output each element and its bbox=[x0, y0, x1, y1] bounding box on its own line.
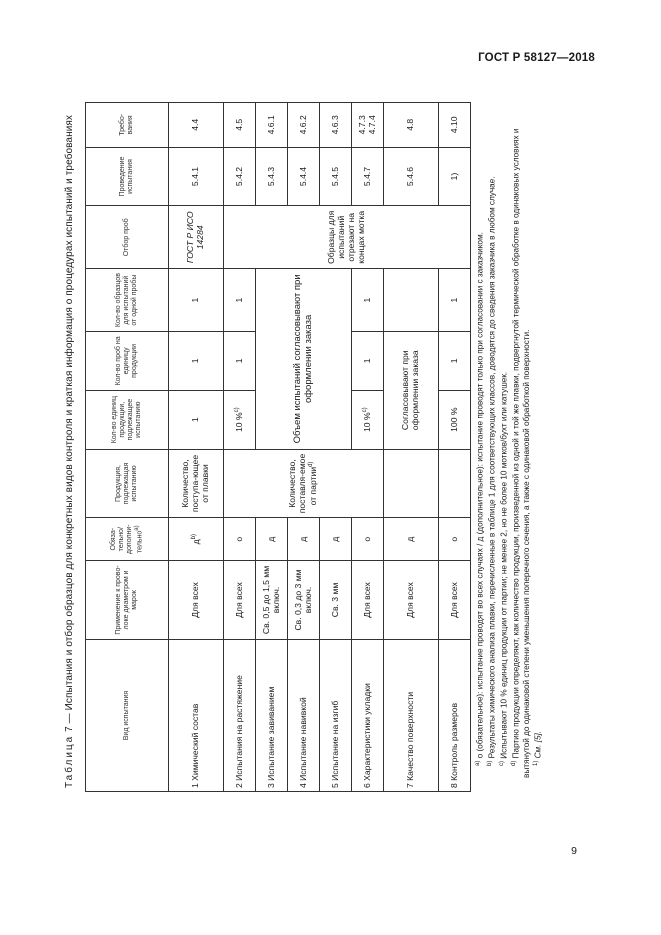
cell: 7 Качество поверхности bbox=[384, 640, 439, 792]
page-number: 9 bbox=[571, 845, 577, 857]
cell: Для всех bbox=[352, 560, 384, 639]
note: $^{1)}$ См. [5]. bbox=[533, 730, 543, 766]
cell: 4.7.3 4.7.4 bbox=[352, 103, 384, 148]
cell: 2 Испытания на растяжение bbox=[224, 640, 256, 792]
cell: 1 bbox=[224, 269, 256, 332]
caption-label: Таблица bbox=[64, 734, 75, 788]
cell: 5.4.6 bbox=[384, 147, 439, 206]
cell: Образцы для испытаний отрезают на концах мотка bbox=[224, 206, 471, 269]
caption-text: 7 — Испытания и отбор образцов для конкретных видов контроля и краткая информация о процедурах испытаний и требованиях bbox=[64, 114, 75, 732]
cell: Согласовывают при оформлении заказа bbox=[384, 332, 439, 450]
cell: 5.4.5 bbox=[320, 147, 352, 206]
col-header: Вид испытания bbox=[86, 640, 169, 792]
note: $^{d)}$ Партию продукции определяют, как количество продукции, произведенной из одной и той же плавки, подвергнутой термической обработке в одинаковых условиях и вытянутой до одинаковой степени уменьшения поперечного сечения, а также с одинаковой обработкой поверхности. bbox=[510, 128, 531, 778]
col-header: Требо-вания bbox=[86, 103, 169, 148]
cell: Объем испытаний согласовывают при оформлении заказа bbox=[256, 269, 352, 449]
col-header: Продукция, подлежащая испытанию bbox=[86, 449, 169, 518]
cell: Для всех bbox=[439, 560, 471, 639]
table-row bbox=[384, 103, 439, 792]
table-row bbox=[169, 103, 224, 792]
cell: 1 bbox=[439, 269, 471, 332]
cell: 4.6.2 bbox=[288, 103, 320, 148]
col-header: Отбор проб bbox=[86, 206, 169, 269]
col-header: Проведение испытания bbox=[86, 147, 169, 206]
cell: ГОСТ Р ИСО 14284 bbox=[169, 206, 224, 269]
col-header: Кол-во проб на единицу продукции bbox=[86, 332, 169, 391]
table-row bbox=[352, 103, 384, 792]
tests-table bbox=[85, 102, 471, 792]
cell: 4.8 bbox=[384, 103, 439, 148]
cell: 1 bbox=[169, 332, 224, 391]
rotated-table-block bbox=[64, 92, 543, 792]
standard-designation: ГОСТ Р 58127—2018 bbox=[478, 52, 595, 64]
cell: 4.4 bbox=[169, 103, 224, 148]
note: $^{c)}$ Испытывают 10 % единиц продукции от партии; не менее 2, но не более 10 мотков/бухт или катушек. bbox=[498, 371, 509, 766]
col-header: Кол-во образцов для испытаний от одной пробы bbox=[86, 269, 169, 332]
cell: 5.4.4 bbox=[288, 147, 320, 206]
table-notes bbox=[475, 108, 544, 778]
cell: 6 Характеристики укладки bbox=[352, 640, 384, 792]
cell: 5 Испытание на изгиб bbox=[320, 640, 352, 792]
table-row bbox=[224, 103, 256, 792]
cell: 1 bbox=[169, 269, 224, 332]
cell: 1 bbox=[224, 332, 256, 391]
cell: 1 bbox=[439, 332, 471, 391]
cell: о bbox=[224, 518, 256, 561]
cell: Количество, поставля-емое от партии$^{d)}$ bbox=[224, 449, 384, 518]
note: $^{a)}$ о (обязательное): испытание проводят во всех случаях / д (дополнительное): испытание проводят только при согласовании с заказчиком. bbox=[475, 232, 485, 766]
cell: 5.4.3 bbox=[256, 147, 288, 206]
cell: 3 Испытание завиванием bbox=[256, 640, 288, 792]
cell: 1 bbox=[352, 269, 384, 332]
cell: Для всех bbox=[224, 560, 256, 639]
cell: 4 Испытание навивкой bbox=[288, 640, 320, 792]
note: $^{b)}$ Результаты химического анализа плавки, перечисленные в таблице 1 для соответствующих классов, доводятся до сведения заказчика в любом случае. bbox=[486, 176, 497, 766]
cell: $д^{b)}$ bbox=[169, 518, 224, 561]
cell: 10 %$^{c)}$ bbox=[224, 390, 256, 449]
cell: Св. 3 мм bbox=[320, 560, 352, 639]
cell: Количество, поступа-ющее от плавки bbox=[169, 449, 224, 518]
table-caption bbox=[64, 92, 75, 788]
cell: Для всех bbox=[169, 560, 224, 639]
cell: 4.10 bbox=[439, 103, 471, 148]
table-row bbox=[439, 103, 471, 792]
cell: д bbox=[384, 518, 439, 561]
cell: 5.4.1 bbox=[169, 147, 224, 206]
col-header: Кол-во единиц продукции, подлежащее испытанию bbox=[86, 390, 169, 449]
cell: о bbox=[352, 518, 384, 561]
cell: 1 bbox=[352, 332, 384, 391]
cell: 4.6.3 bbox=[320, 103, 352, 148]
cell: д bbox=[320, 518, 352, 561]
cell: 100 % bbox=[439, 390, 471, 449]
cell: 4.5 bbox=[224, 103, 256, 148]
cell: д bbox=[256, 518, 288, 561]
table-row bbox=[256, 103, 288, 792]
cell: 8 Контроль размеров bbox=[439, 640, 471, 792]
col-header: Применение к прово-локе диаметром и марок bbox=[86, 560, 169, 639]
cell: д bbox=[288, 518, 320, 561]
cell: 5.4.2 bbox=[224, 147, 256, 206]
cell: 10 %$^{c)}$ bbox=[352, 390, 384, 449]
cell: о bbox=[439, 518, 471, 561]
cell: Св. 0,5 до 1,5 мм включ. bbox=[256, 560, 288, 639]
cell: 1 bbox=[169, 390, 224, 449]
cell: Для всех bbox=[384, 560, 439, 639]
cell: Св. 0,3 до 3 мм включ. bbox=[288, 560, 320, 639]
cell: 1 Химический состав bbox=[169, 640, 224, 792]
cell: 1) bbox=[439, 147, 471, 206]
cell: 4.6.1 bbox=[256, 103, 288, 148]
table-header-row bbox=[86, 103, 169, 792]
col-header: Обяза-тельно/ дополни-тельно$^{а)}$ bbox=[86, 518, 169, 561]
cell: 5.4.7 bbox=[352, 147, 384, 206]
